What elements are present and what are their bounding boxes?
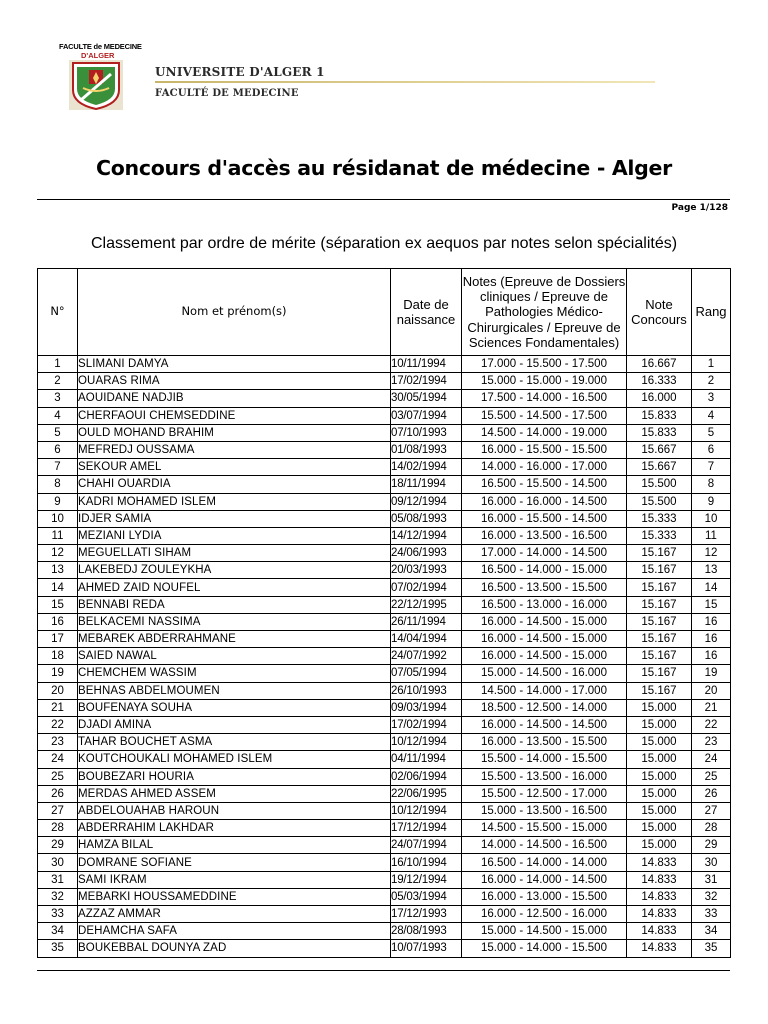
cell-rang: 1: [692, 356, 731, 373]
cell-date: 17/02/1994: [391, 716, 462, 733]
cell-notes: 16.000 - 14.500 - 15.000: [462, 631, 627, 648]
cell-name: SEKOUR AMEL: [78, 459, 391, 476]
cell-date: 10/11/1994: [391, 356, 462, 373]
cell-name: BELKACEMI NASSIMA: [78, 613, 391, 630]
cell-name: BENNABI REDA: [78, 596, 391, 613]
cell-date: 04/11/1994: [391, 751, 462, 768]
column-header-rang: Rang: [692, 269, 731, 356]
cell-date: 07/05/1994: [391, 665, 462, 682]
cell-note-concours: 15.667: [627, 459, 692, 476]
cell-notes: 16.500 - 15.500 - 14.500: [462, 476, 627, 493]
cell-notes: 14.000 - 16.000 - 17.000: [462, 459, 627, 476]
cell-note-concours: 15.500: [627, 476, 692, 493]
cell-rang: 16: [692, 648, 731, 665]
cell-name: IDJER SAMIA: [78, 510, 391, 527]
cell-notes: 16.500 - 14.000 - 15.000: [462, 562, 627, 579]
cell-notes: 16.500 - 14.000 - 14.000: [462, 854, 627, 871]
cell-no: 4: [38, 407, 78, 424]
cell-name: CHERFAOUI CHEMSEDDINE: [78, 407, 391, 424]
cell-date: 07/10/1993: [391, 424, 462, 441]
cell-note-concours: 14.833: [627, 906, 692, 923]
page-number: Page 1/128: [671, 203, 728, 213]
cell-date: 17/12/1994: [391, 820, 462, 837]
cell-note-concours: 15.000: [627, 751, 692, 768]
cell-name: MEZIANI LYDIA: [78, 527, 391, 544]
table-row: [38, 871, 731, 888]
table-header-row: [38, 269, 731, 356]
cell-note-concours: 16.000: [627, 390, 692, 407]
table-row: [38, 785, 731, 802]
cell-name: OULD MOHAND BRAHIM: [78, 424, 391, 441]
cell-notes: 16.500 - 13.000 - 16.000: [462, 596, 627, 613]
cell-date: 14/12/1994: [391, 527, 462, 544]
cell-note-concours: 15.000: [627, 820, 692, 837]
cell-note-concours: 15.167: [627, 682, 692, 699]
cell-date: 10/12/1994: [391, 734, 462, 751]
table-row: [38, 510, 731, 527]
cell-rang: 22: [692, 716, 731, 733]
cell-rang: 16: [692, 613, 731, 630]
table-row: [38, 407, 731, 424]
cell-note-concours: 14.833: [627, 940, 692, 957]
cell-rang: 29: [692, 837, 731, 854]
cell-name: CHAHI OUARDIA: [78, 476, 391, 493]
cell-note-concours: 16.333: [627, 373, 692, 390]
cell-rang: 19: [692, 665, 731, 682]
cell-date: 26/11/1994: [391, 613, 462, 630]
faculty-logo: [55, 36, 145, 112]
cell-no: 26: [38, 785, 78, 802]
cell-no: 14: [38, 579, 78, 596]
cell-name: SAIED NAWAL: [78, 648, 391, 665]
document-title: Concours d'accès au résidanat de médecine - Alger: [96, 156, 672, 180]
table-row: [38, 527, 731, 544]
table-row: [38, 648, 731, 665]
cell-no: 2: [38, 373, 78, 390]
cell-date: 09/03/1994: [391, 699, 462, 716]
column-header-no: N°: [38, 269, 78, 356]
cell-rang: 32: [692, 888, 731, 905]
cell-date: 01/08/1993: [391, 441, 462, 458]
cell-no: 27: [38, 802, 78, 819]
cell-notes: 17.000 - 14.000 - 14.500: [462, 545, 627, 562]
cell-rang: 15: [692, 596, 731, 613]
cell-notes: 16.000 - 16.000 - 14.500: [462, 493, 627, 510]
cell-name: MERDAS AHMED ASSEM: [78, 785, 391, 802]
table-row: [38, 545, 731, 562]
cell-name: AHMED ZAID NOUFEL: [78, 579, 391, 596]
table-row: [38, 665, 731, 682]
cell-date: 26/10/1993: [391, 682, 462, 699]
table-row: [38, 613, 731, 630]
cell-no: 6: [38, 441, 78, 458]
cell-name: BEHNAS ABDELMOUMEN: [78, 682, 391, 699]
cell-no: 12: [38, 545, 78, 562]
table-row: [38, 768, 731, 785]
cell-notes: 16.000 - 15.500 - 14.500: [462, 510, 627, 527]
cell-rang: 2: [692, 373, 731, 390]
cell-no: 24: [38, 751, 78, 768]
cell-date: 14/04/1994: [391, 631, 462, 648]
cell-notes: 14.000 - 14.500 - 16.500: [462, 837, 627, 854]
cell-notes: 16.000 - 13.500 - 15.500: [462, 734, 627, 751]
cell-name: TAHAR BOUCHET ASMA: [78, 734, 391, 751]
column-header-notes: Notes (Epreuve de Dossiers cliniques / Epreuve de Pathologies Médico-Chirurgicales / Epreuve de Sciences Fondamentales): [462, 269, 627, 356]
cell-name: DJADI AMINA: [78, 716, 391, 733]
table-row: [38, 716, 731, 733]
table-row: [38, 923, 731, 940]
cell-rang: 7: [692, 459, 731, 476]
cell-name: MEBARKI HOUSSAMEDDINE: [78, 888, 391, 905]
cell-notes: 14.500 - 14.000 - 17.000: [462, 682, 627, 699]
cell-rang: 12: [692, 545, 731, 562]
cell-rang: 26: [692, 785, 731, 802]
cell-note-concours: 15.167: [627, 596, 692, 613]
cell-notes: 15.500 - 12.500 - 17.000: [462, 785, 627, 802]
cell-note-concours: 15.167: [627, 562, 692, 579]
table-row: [38, 476, 731, 493]
cell-name: AOUIDANE NADJIB: [78, 390, 391, 407]
cell-note-concours: 15.000: [627, 699, 692, 716]
logo-caption: FACULTE de MEDECINE: [59, 42, 142, 51]
table-row: [38, 562, 731, 579]
cell-no: 30: [38, 854, 78, 871]
cell-date: 24/07/1994: [391, 837, 462, 854]
cell-no: 20: [38, 682, 78, 699]
cell-name: BOUBEZARI HOURIA: [78, 768, 391, 785]
cell-rang: 31: [692, 871, 731, 888]
cell-no: 29: [38, 837, 78, 854]
cell-note-concours: 15.833: [627, 424, 692, 441]
cell-date: 20/03/1993: [391, 562, 462, 579]
table-row: [38, 940, 731, 957]
cell-note-concours: 15.500: [627, 493, 692, 510]
cell-name: DEHAMCHA SAFA: [78, 923, 391, 940]
header-divider: [155, 81, 655, 83]
cell-date: 17/12/1993: [391, 906, 462, 923]
cell-no: 33: [38, 906, 78, 923]
cell-date: 22/12/1995: [391, 596, 462, 613]
cell-no: 23: [38, 734, 78, 751]
cell-rang: 11: [692, 527, 731, 544]
cell-note-concours: 14.833: [627, 888, 692, 905]
cell-note-concours: 15.667: [627, 441, 692, 458]
table-row: [38, 682, 731, 699]
cell-note-concours: 15.000: [627, 734, 692, 751]
cell-notes: 17.000 - 15.500 - 17.500: [462, 356, 627, 373]
cell-rang: 25: [692, 768, 731, 785]
table-row: [38, 390, 731, 407]
cell-name: MEGUELLATI SIHAM: [78, 545, 391, 562]
cell-date: 14/02/1994: [391, 459, 462, 476]
cell-notes: 14.500 - 14.000 - 19.000: [462, 424, 627, 441]
table-row: [38, 854, 731, 871]
table-row: [38, 596, 731, 613]
table-row: [38, 837, 731, 854]
cell-rang: 9: [692, 493, 731, 510]
emblem-icon: [69, 60, 123, 110]
cell-notes: 16.500 - 13.500 - 15.500: [462, 579, 627, 596]
cell-no: 18: [38, 648, 78, 665]
cell-notes: 16.000 - 14.000 - 14.500: [462, 871, 627, 888]
cell-rang: 34: [692, 923, 731, 940]
cell-rang: 27: [692, 802, 731, 819]
university-name: UNIVERSITE D'ALGER 1: [155, 65, 325, 79]
ranking-table: [37, 268, 731, 958]
cell-no: 17: [38, 631, 78, 648]
cell-notes: 15.000 - 15.000 - 19.000: [462, 373, 627, 390]
table-row: [38, 441, 731, 458]
table-row: [38, 356, 731, 373]
cell-name: ABDELOUAHAB HAROUN: [78, 802, 391, 819]
cell-no: 31: [38, 871, 78, 888]
cell-notes: 16.000 - 15.500 - 15.500: [462, 441, 627, 458]
document-subtitle: Classement par ordre de mérite (séparation ex aequos par notes selon spécialités): [90, 235, 678, 252]
cell-date: 05/08/1993: [391, 510, 462, 527]
cell-date: 30/05/1994: [391, 390, 462, 407]
cell-note-concours: 14.833: [627, 923, 692, 940]
cell-notes: 16.000 - 14.500 - 14.500: [462, 716, 627, 733]
cell-rang: 21: [692, 699, 731, 716]
cell-notes: 16.000 - 12.500 - 16.000: [462, 906, 627, 923]
cell-no: 25: [38, 768, 78, 785]
cell-no: 34: [38, 923, 78, 940]
cell-date: 07/02/1994: [391, 579, 462, 596]
cell-date: 18/11/1994: [391, 476, 462, 493]
cell-no: 5: [38, 424, 78, 441]
table-row: [38, 459, 731, 476]
cell-no: 15: [38, 596, 78, 613]
cell-note-concours: 15.000: [627, 837, 692, 854]
title-rule: [37, 199, 730, 200]
cell-no: 28: [38, 820, 78, 837]
cell-rang: 5: [692, 424, 731, 441]
table-row: [38, 631, 731, 648]
cell-date: 10/07/1993: [391, 940, 462, 957]
cell-rang: 23: [692, 734, 731, 751]
cell-note-concours: 14.833: [627, 854, 692, 871]
cell-date: 09/12/1994: [391, 493, 462, 510]
cell-note-concours: 15.333: [627, 510, 692, 527]
cell-date: 02/06/1994: [391, 768, 462, 785]
cell-notes: 15.500 - 14.500 - 17.500: [462, 407, 627, 424]
cell-note-concours: 15.000: [627, 716, 692, 733]
cell-no: 3: [38, 390, 78, 407]
cell-rang: 8: [692, 476, 731, 493]
cell-date: 22/06/1995: [391, 785, 462, 802]
cell-name: OUARAS RIMA: [78, 373, 391, 390]
cell-name: ABDERRAHIM LAKHDAR: [78, 820, 391, 837]
cell-rang: 20: [692, 682, 731, 699]
cell-rang: 13: [692, 562, 731, 579]
cell-name: HAMZA BILAL: [78, 837, 391, 854]
cell-no: 19: [38, 665, 78, 682]
cell-no: 7: [38, 459, 78, 476]
cell-name: DOMRANE SOFIANE: [78, 854, 391, 871]
cell-date: 28/08/1993: [391, 923, 462, 940]
cell-note-concours: 15.000: [627, 785, 692, 802]
table-row: [38, 734, 731, 751]
table-row: [38, 802, 731, 819]
cell-rang: 3: [692, 390, 731, 407]
cell-no: 8: [38, 476, 78, 493]
cell-rang: 4: [692, 407, 731, 424]
table-row: [38, 888, 731, 905]
cell-name: SLIMANI DAMYA: [78, 356, 391, 373]
cell-rang: 24: [692, 751, 731, 768]
cell-note-concours: 15.167: [627, 631, 692, 648]
cell-no: 13: [38, 562, 78, 579]
cell-note-concours: 15.833: [627, 407, 692, 424]
table-row: [38, 751, 731, 768]
cell-rang: 35: [692, 940, 731, 957]
cell-note-concours: 15.167: [627, 579, 692, 596]
cell-rang: 10: [692, 510, 731, 527]
cell-rang: 30: [692, 854, 731, 871]
cell-note-concours: 15.167: [627, 613, 692, 630]
table-row: [38, 699, 731, 716]
cell-date: 16/10/1994: [391, 854, 462, 871]
column-header-name: Nom et prénom(s): [78, 269, 391, 356]
cell-note-concours: 15.000: [627, 802, 692, 819]
cell-date: 03/07/1994: [391, 407, 462, 424]
cell-no: 32: [38, 888, 78, 905]
cell-name: LAKEBEDJ ZOULEYKHA: [78, 562, 391, 579]
cell-name: AZZAZ AMMAR: [78, 906, 391, 923]
cell-notes: 15.000 - 14.500 - 15.000: [462, 923, 627, 940]
cell-date: 24/06/1993: [391, 545, 462, 562]
cell-notes: 18.500 - 12.500 - 14.000: [462, 699, 627, 716]
cell-no: 10: [38, 510, 78, 527]
cell-notes: 16.000 - 14.500 - 15.000: [462, 648, 627, 665]
cell-date: 24/07/1992: [391, 648, 462, 665]
cell-note-concours: 15.333: [627, 527, 692, 544]
cell-rang: 33: [692, 906, 731, 923]
cell-note-concours: 16.667: [627, 356, 692, 373]
column-header-note: Note Concours: [627, 269, 692, 356]
cell-note-concours: 15.167: [627, 648, 692, 665]
cell-name: BOUKEBBAL DOUNYA ZAD: [78, 940, 391, 957]
cell-no: 35: [38, 940, 78, 957]
cell-notes: 15.500 - 13.500 - 16.000: [462, 768, 627, 785]
cell-note-concours: 15.167: [627, 665, 692, 682]
cell-rang: 16: [692, 631, 731, 648]
letterhead: [55, 36, 661, 114]
cell-name: MEFREDJ OUSSAMA: [78, 441, 391, 458]
cell-notes: 15.000 - 13.500 - 16.500: [462, 802, 627, 819]
cell-note-concours: 15.000: [627, 768, 692, 785]
cell-name: KOUTCHOUKALI MOHAMED ISLEM: [78, 751, 391, 768]
cell-notes: 17.500 - 14.000 - 16.500: [462, 390, 627, 407]
table-row: [38, 373, 731, 390]
cell-rang: 14: [692, 579, 731, 596]
cell-notes: 14.500 - 15.500 - 15.000: [462, 820, 627, 837]
cell-name: KADRI MOHAMED ISLEM: [78, 493, 391, 510]
cell-notes: 16.000 - 13.000 - 15.500: [462, 888, 627, 905]
cell-no: 22: [38, 716, 78, 733]
cell-no: 21: [38, 699, 78, 716]
cell-notes: 15.500 - 14.000 - 15.500: [462, 751, 627, 768]
table-row: [38, 424, 731, 441]
cell-no: 1: [38, 356, 78, 373]
cell-rang: 28: [692, 820, 731, 837]
cell-note-concours: 15.167: [627, 545, 692, 562]
footer-rule: [37, 970, 730, 971]
cell-notes: 15.000 - 14.000 - 15.500: [462, 940, 627, 957]
cell-no: 16: [38, 613, 78, 630]
cell-date: 10/12/1994: [391, 802, 462, 819]
cell-notes: 16.000 - 13.500 - 16.500: [462, 527, 627, 544]
table-row: [38, 820, 731, 837]
cell-rang: 6: [692, 441, 731, 458]
cell-name: MEBAREK ABDERRAHMANE: [78, 631, 391, 648]
cell-date: 19/12/1994: [391, 871, 462, 888]
cell-no: 11: [38, 527, 78, 544]
cell-date: 17/02/1994: [391, 373, 462, 390]
cell-date: 05/03/1994: [391, 888, 462, 905]
faculty-name: FACULTÉ DE MEDECINE: [155, 88, 299, 99]
table-row: [38, 579, 731, 596]
cell-note-concours: 14.833: [627, 871, 692, 888]
cell-no: 9: [38, 493, 78, 510]
cell-notes: 15.000 - 14.500 - 16.000: [462, 665, 627, 682]
logo-caption-city: D'ALGER: [81, 51, 115, 60]
table-row: [38, 906, 731, 923]
cell-notes: 16.000 - 14.500 - 15.000: [462, 613, 627, 630]
column-header-date: Date de naissance: [391, 269, 462, 356]
cell-name: SAMI IKRAM: [78, 871, 391, 888]
cell-name: BOUFENAYA SOUHA: [78, 699, 391, 716]
table-row: [38, 493, 731, 510]
cell-name: CHEMCHEM WASSIM: [78, 665, 391, 682]
